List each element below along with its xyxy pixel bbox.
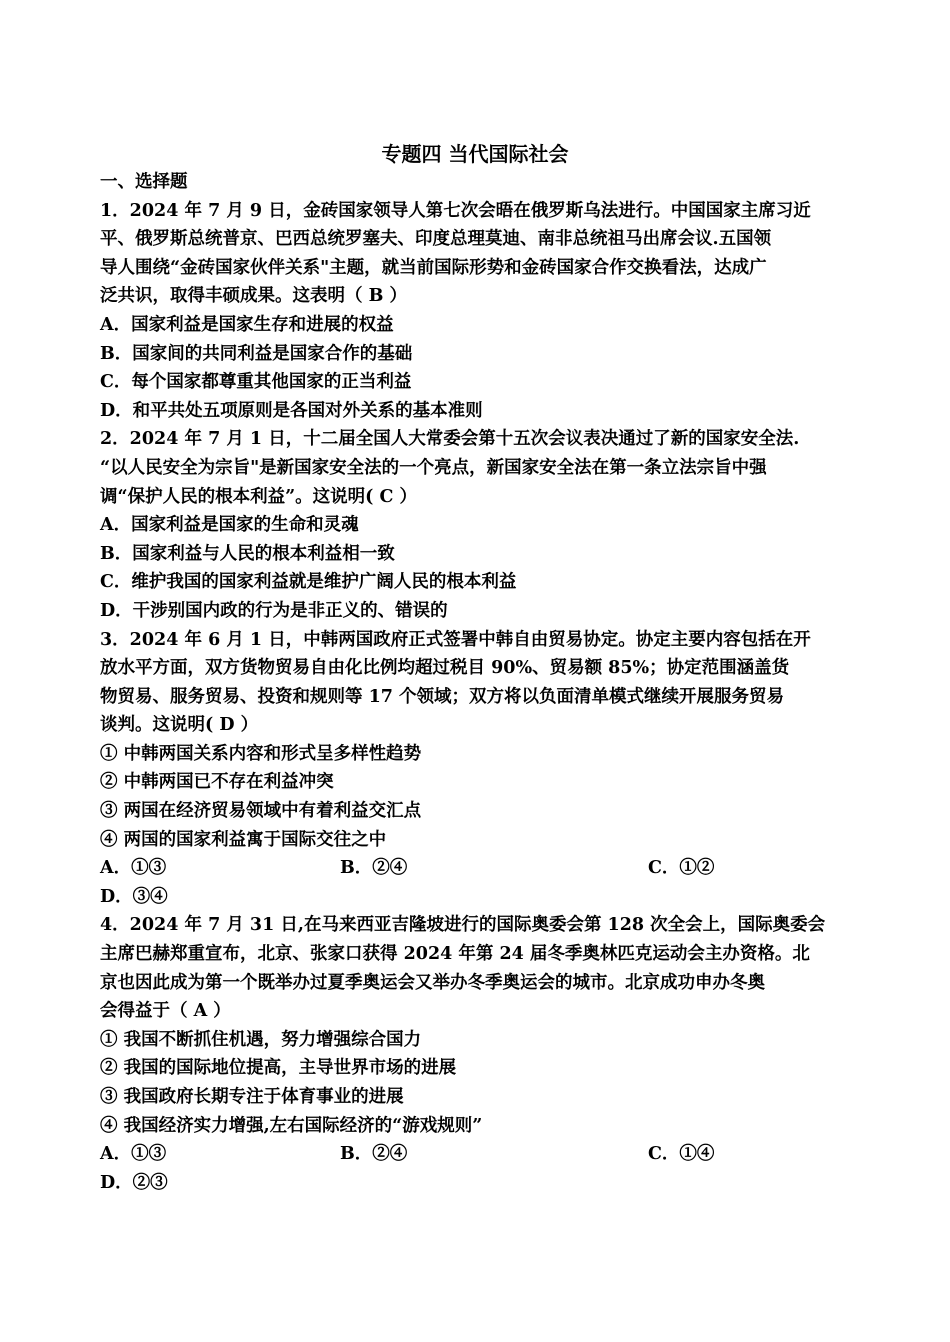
choice-option: B．②④ <box>340 858 408 879</box>
choice-row <box>100 1140 850 1169</box>
choice-option: C．①② <box>648 858 715 879</box>
answer-option: C．每个国家都尊重其他国家的正当利益 <box>100 372 412 393</box>
statement-item: ② 中韩两国已不存在利益冲突 <box>100 772 334 793</box>
question-stem-line: 3．2024 年 6 月 1 日，中韩两国政府正式签署中韩自由贸易协定。协定主要内容包括在开 <box>100 629 811 650</box>
answer-option: D．和平共处五项原则是各国对外关系的基本准则 <box>100 400 483 421</box>
answer-option: D．干涉别国内政的行为是非正义的、错误的 <box>100 600 448 621</box>
question-stem-line: 主席巴赫郑重宣布，北京、张家口获得 2024 年第 24 届冬季奥林匹克运动会主办资格。北 <box>100 944 810 965</box>
question-stem-line: 谈判。这说明( D ） <box>100 715 259 736</box>
question-stem-line: 物贸易、服务贸易、投资和规则等 17 个领域；双方将以负面清单模式继续开展服务贸易 <box>100 686 785 707</box>
statement-item: ③ 我国政府长期专注于体育事业的进展 <box>100 1087 404 1107</box>
question-1 <box>100 197 850 426</box>
choice-option: D．②③ <box>100 1172 168 1193</box>
question-stem-line: 4．2024 年 7 月 31 日,在马来西亚吉隆坡进行的国际奥委会第 128 次全会上，国际奥委会 <box>100 915 826 936</box>
document-title: 专题四 当代国际社会 <box>381 142 569 166</box>
question-2 <box>100 425 850 625</box>
question-stem-line: 1．2024 年 7 月 9 日，金砖国家领导人第七次会晤在俄罗斯乌法进行。中国国家主席习近 <box>100 200 811 221</box>
section-heading: 一、选择题 <box>100 172 188 192</box>
statement-item: ④ 我国经济实力增强,左右国际经济的“游戏规则” <box>100 1115 483 1136</box>
statement-item: ④ 两国的国家利益寓于国际交往之中 <box>100 829 387 850</box>
question-4 <box>100 911 850 1197</box>
question-stem-line: 平、俄罗斯总统普京、巴西总统罗塞夫、印度总理莫迪、南非总统祖马出席会议.五国领 <box>100 229 772 250</box>
answer-option: A．国家利益是国家的生命和灵魂 <box>100 515 359 536</box>
question-stem-line: 导人围绕“金砖国家伙伴关系"主题，就当前国际形势和金砖国家合作交换看法，达成广 <box>100 257 767 278</box>
statement-item: ③ 两国在经济贸易领域中有着利益交汇点 <box>100 801 422 822</box>
statement-item: ② 我国的国际地位提高，主导世界市场的进展 <box>100 1058 457 1079</box>
answer-option: A．国家利益是国家生存和进展的权益 <box>100 314 394 335</box>
question-stem-line: 泛共识，取得丰硕成果。这表明（ B ） <box>100 286 407 307</box>
choice-option: A．①③ <box>100 1144 167 1165</box>
answer-option: B．国家利益与人民的根本利益相一致 <box>100 543 395 564</box>
choice-row <box>100 854 850 883</box>
document-body <box>100 168 850 1197</box>
choice-option: D．③④ <box>100 886 168 907</box>
question-stem-line: 2．2024 年 7 月 1 日，十二届全国人大常委会第十五次会议表决通过了新的国家安全法. <box>100 429 800 450</box>
question-stem-line: 放水平方面，双方货物贸易自由化比例均超过税目 90%、贸易额 85%；协定范围涵盖货 <box>100 658 790 679</box>
question-stem-line: “以人民安全为宗旨"是新国家安全法的一个亮点，新国家安全法在第一条立法宗旨中强 <box>100 457 767 478</box>
question-stem-line: 调“保护人民的根本利益”。这说明( C ） <box>100 486 418 507</box>
answer-option: B．国家间的共同利益是国家合作的基础 <box>100 343 413 364</box>
choice-option: C．①④ <box>648 1144 715 1165</box>
question-3 <box>100 626 850 912</box>
choice-option: B．②④ <box>340 1144 408 1165</box>
choice-option: A．①③ <box>100 858 167 879</box>
statement-item: ① 我国不断抓住机遇，努力增强综合国力 <box>100 1029 422 1050</box>
question-stem-line: 京也因此成为第一个既举办过夏季奥运会又举办冬季奥运会的城市。北京成功申办冬奥 <box>100 972 765 993</box>
statement-item: ① 中韩两国关系内容和形式呈多样性趋势 <box>100 743 422 764</box>
answer-option: C．维护我国的国家利益就是维护广阔人民的根本利益 <box>100 572 517 593</box>
question-stem-line: 会得益于（ A ） <box>100 1001 231 1022</box>
